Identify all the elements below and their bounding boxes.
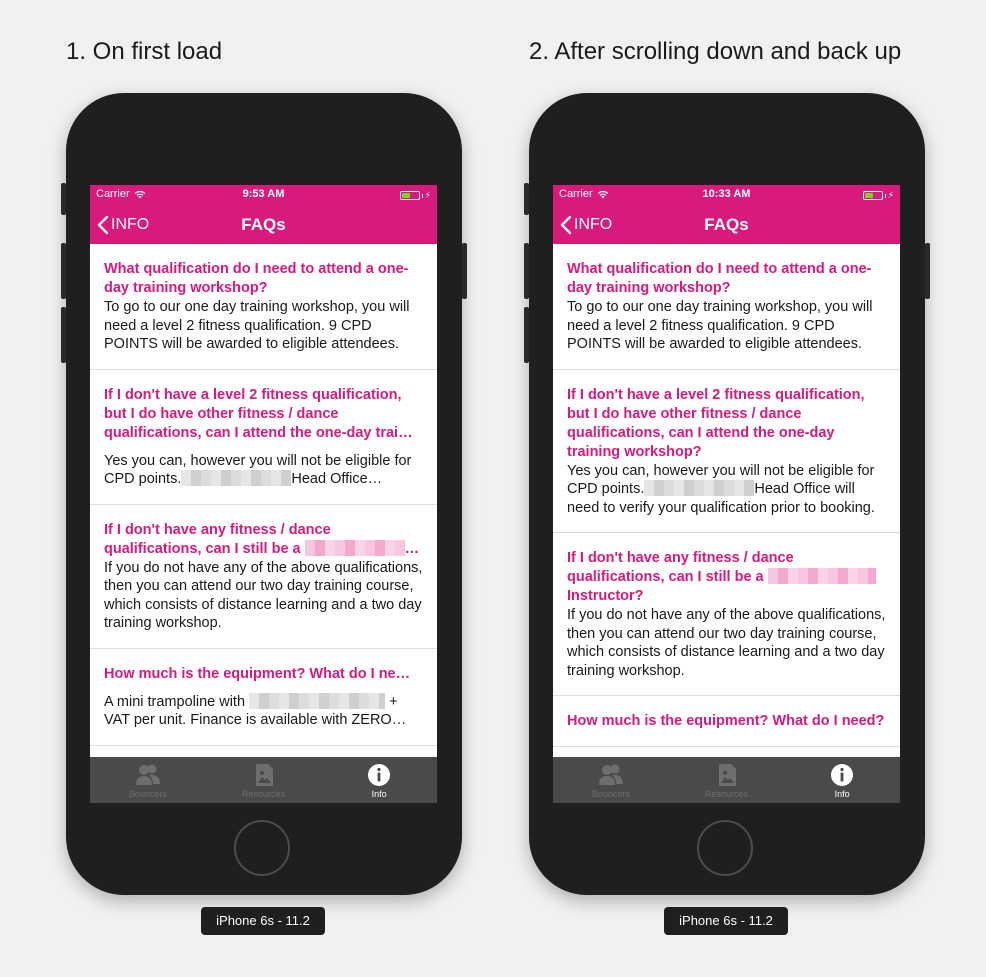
- page-title: FAQs: [704, 215, 749, 234]
- faq-answer: To go to our one day training workshop, you will need a level 2 fitness qualification. 9 CPD POINTS will be awarded to eligible attendees.: [104, 299, 410, 352]
- info-icon: [366, 763, 392, 787]
- faq-list[interactable]: [90, 244, 437, 757]
- redacted-text: [644, 480, 754, 496]
- power-button: [462, 243, 467, 299]
- faq-answer-text: A mini trampoline with: [104, 693, 246, 710]
- carrier-label: Carrier: [559, 188, 593, 200]
- redacted-text: [305, 540, 405, 556]
- faq-answer-text: Yes you can, however you will not be eligible for CPD points.: [567, 462, 875, 497]
- panel-1-caption: 1. On first load: [66, 38, 223, 65]
- carrier-label: Carrier: [96, 188, 130, 200]
- mute-switch: [61, 183, 66, 215]
- faq-answer: [104, 693, 423, 730]
- faq-question-text: Instructor?: [567, 588, 644, 604]
- faq-answer: [104, 452, 423, 489]
- faq-answer-text: Head Office…: [291, 471, 383, 487]
- faq-question: If I don't have a level 2 fitness qualification, but I do have other fitness / dance qualifications, can I attend the one-day trai…: [104, 386, 413, 441]
- faq-question-text: If I don't have any fitness / dance qualifications, can I still be a: [104, 521, 331, 557]
- app-screen: [553, 185, 900, 803]
- mute-switch: [524, 183, 529, 215]
- iphone-frame-1: [66, 93, 462, 895]
- tab-bar: [90, 757, 437, 803]
- tab-label: Bouncers: [128, 789, 167, 799]
- tab-label: Bouncers: [591, 789, 630, 799]
- volume-up-button: [524, 243, 529, 299]
- faq-answer: If you do not have any of the above qualifications, then you can attend our two day training course, which consists of distance learning and a two day training workshop.: [567, 607, 886, 679]
- charging-icon: ⚡: [887, 190, 894, 200]
- tab-resources[interactable]: [669, 757, 785, 803]
- people-icon: [598, 763, 624, 787]
- device-label-1: iPhone 6s - 11.2: [201, 907, 325, 935]
- faq-question: What qualification do I need to attend a one-day training workshop?: [104, 261, 409, 296]
- tab-info[interactable]: [784, 757, 900, 803]
- home-button[interactable]: [697, 820, 753, 876]
- app-screen: [90, 185, 437, 803]
- faq-question: What qualification do I need to attend a one-day training workshop?: [567, 261, 872, 296]
- faq-question-text: …: [404, 540, 420, 557]
- faq-list[interactable]: [553, 244, 900, 757]
- tab-label: Info: [371, 789, 387, 799]
- faq-question: [567, 549, 886, 606]
- tab-bouncers[interactable]: [90, 757, 206, 803]
- redacted-text: [768, 568, 876, 584]
- volume-down-button: [524, 307, 529, 363]
- power-button: [925, 243, 930, 299]
- tab-info[interactable]: [321, 757, 437, 803]
- faq-answer-text: Head Office will need to verify your qualification prior to booking.: [567, 481, 875, 516]
- faq-question: [104, 521, 423, 559]
- back-button-label: INFO: [111, 215, 150, 233]
- faq-question: If I don't have a level 2 fitness qualification, but I do have other fitness / dance qualifications, can I attend the one-day training workshop?: [567, 386, 865, 460]
- page-title: FAQs: [241, 215, 286, 234]
- redacted-text: [181, 470, 291, 486]
- battery-icon: [400, 190, 431, 201]
- faq-answer: To go to our one day training workshop, you will need a level 2 fitness qualification. 9 CPD POINTS will be awarded to eligible attendees.: [567, 299, 873, 352]
- faq-answer-text: Yes you can, however you will not be eligible for CPD points.: [104, 452, 412, 487]
- home-button[interactable]: [234, 820, 290, 876]
- faq-item[interactable]: [553, 696, 900, 747]
- battery-icon: [863, 190, 894, 201]
- iphone-frame-2: [529, 93, 925, 895]
- faq-item[interactable]: [90, 370, 437, 505]
- faq-answer-text: + VAT per unit. Finance is available with ZERO…: [104, 693, 407, 728]
- volume-up-button: [61, 243, 66, 299]
- status-time: 10:33 AM: [702, 188, 751, 200]
- status-bar: [90, 185, 437, 205]
- people-icon: [135, 763, 161, 787]
- tab-bouncers[interactable]: [553, 757, 669, 803]
- status-time: 9:53 AM: [242, 188, 285, 200]
- navigation-bar: [553, 205, 900, 244]
- document-image-icon: [251, 763, 277, 787]
- info-icon: [829, 763, 855, 787]
- faq-item[interactable]: [90, 244, 437, 370]
- faq-question: How much is the equipment? What do I ne…: [104, 665, 411, 682]
- navigation-bar: [90, 205, 437, 244]
- device-label-2: iPhone 6s - 11.2: [664, 907, 788, 935]
- tab-resources[interactable]: [206, 757, 322, 803]
- volume-down-button: [61, 307, 66, 363]
- tab-label: Info: [834, 789, 850, 799]
- tab-label: Resources: [241, 789, 286, 799]
- faq-item[interactable]: [90, 505, 437, 649]
- faq-item[interactable]: [553, 244, 900, 370]
- charging-icon: ⚡: [424, 190, 431, 200]
- back-button-label: INFO: [574, 215, 613, 233]
- faq-question-text: If I don't have any fitness / dance qualifications, can I still be a: [567, 550, 794, 585]
- tab-bar: [553, 757, 900, 803]
- document-image-icon: [714, 763, 740, 787]
- faq-item[interactable]: [553, 533, 900, 696]
- status-bar: [553, 185, 900, 205]
- faq-item[interactable]: [90, 649, 437, 746]
- faq-question: How much is the equipment? What do I need?: [567, 713, 885, 729]
- tab-label: Resources: [704, 789, 749, 799]
- faq-answer: [567, 462, 886, 518]
- redacted-text: [249, 693, 385, 709]
- faq-answer: If you do not have any of the above qualifications, then you can attend our two day training course, which consists of distance learning and a two day training workshop.: [104, 559, 423, 631]
- panel-2-caption: 2. After scrolling down and back up: [529, 38, 902, 65]
- faq-item[interactable]: [553, 370, 900, 534]
